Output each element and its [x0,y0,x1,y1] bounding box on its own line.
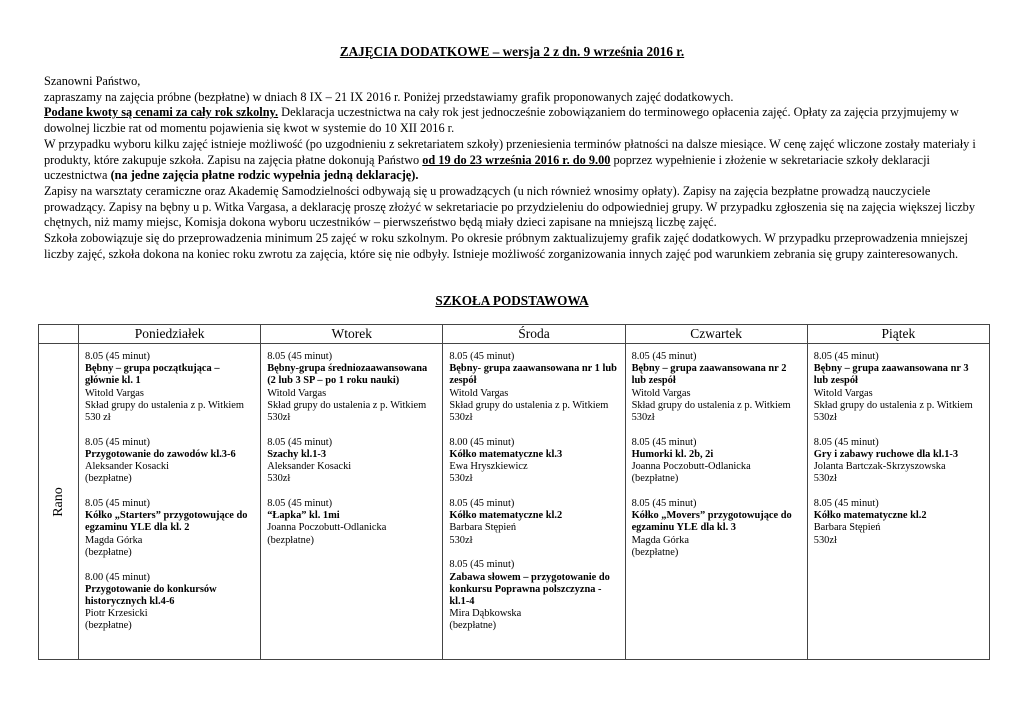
activity-price: 530zł [813,473,837,485]
day-cell [443,344,625,660]
activity-teacher: Magda Górka [631,534,689,546]
schedule-row-morning [39,344,990,660]
activity-price: (bezpłatne) [85,473,132,485]
activity-note: Skład grupy do ustalenia z p. Witkiem [267,399,427,411]
day-cell [79,344,261,660]
activity-name: Kółko „Starters” przygotowujące do egzaminu YLE dla kl. 2 [85,510,248,534]
day-header: Środa [443,325,625,344]
activity-price: (bezpłatne) [631,473,679,485]
activity-price: (bezpłatne) [449,620,497,632]
activity-time: 8.05 (45 minut) [813,436,879,448]
price-note: Podane kwoty są cenami za cały rok szkolny. [44,105,279,120]
activity-time: 8.05 (45 minut) [813,351,879,362]
schedule-table [38,324,990,660]
activity-name: Bębny-grupa średniozaawansowana (2 lub 3 SP – po 1 roku nauki) [267,363,428,387]
activity-teacher: Barbara Stępień [813,522,881,534]
activity-teacher: Aleksander Kosacki [267,461,352,473]
activity-time: 8.05 (45 minut) [267,351,333,362]
intro-line-2 [44,105,990,136]
activity-teacher: Aleksander Kosacki [85,461,169,473]
activity-entry [85,572,254,633]
activity-entry [814,437,983,486]
activity-entry [85,498,254,559]
activity-price: 530zł [267,473,291,485]
row-label: Rano [50,486,66,517]
activity-price: (bezpłatne) [85,620,132,632]
activity-time: 8.05 (45 minut) [267,498,333,510]
activity-name: Kółko matematyczne kl.3 [449,448,563,460]
activity-time: 8.05 (45 minut) [85,351,150,362]
intro-line-3-b: poprzez wypełnienie i złożenie w sekretariacie szkoły deklaracji uczestnictwa [44,152,930,183]
activity-price: 530zł [449,412,473,424]
activity-time: 8.05 (45 minut) [449,351,515,362]
activity-teacher: Witold Vargas [85,387,144,399]
activity-time: 8.05 (45 minut) [267,436,333,448]
day-header: Piątek [807,325,989,344]
activity-name: Przygotowanie do konkursów historycznych kl.4-6 [85,583,217,607]
row-label-cell [39,344,79,660]
day-header: Wtorek [261,325,443,344]
activity-entry [632,498,801,559]
activity-name: Bębny- grupa zaawansowana nr 1 lub zespół [449,363,617,387]
day-cell [807,344,989,660]
activity-entry [267,437,436,486]
activity-teacher: Witold Vargas [631,387,691,399]
activity-name: Humorki kl. 2b, 2i [631,448,714,460]
enrollment-dates: od 19 do 23 września 2016 r. do 9.00 [422,152,611,167]
activity-name: Zabawa słowem – przygotowanie do konkursu Poprawna polszczyzna - kl.1-4 [449,571,610,607]
activity-name: Kółko „Movers” przygotowujące do egzaminu YLE dla kl. 3 [631,510,792,534]
activity-note: Skład grupy do ustalenia z p. Witkiem [631,399,791,411]
activity-price: 530zł [449,473,473,485]
activity-entry [449,498,618,547]
activity-time: 8.00 (45 minut) [85,571,150,583]
activity-name: Bębny – grupa początkująca – głównie kl. 1 [85,363,220,387]
schedule-header-row [39,325,990,344]
activity-time: 8.05 (45 minut) [449,498,515,510]
day-cell [625,344,807,660]
activity-entry [814,498,983,547]
section-title: SZKOŁA PODSTAWOWA [435,293,589,308]
activity-price: 530zł [449,534,473,546]
corner-cell [39,325,79,344]
activity-price: (bezpłatne) [267,534,314,546]
activity-price: 530zł [813,412,837,424]
activity-name: Szachy kl.1-3 [267,448,327,460]
activity-time: 8.05 (45 minut) [85,436,150,448]
activity-entry [85,351,254,424]
document-title: ZAJĘCIA DODATKOWE – wersja 2 z dn. 9 września 2016 r. [339,44,685,59]
activity-teacher: Witold Vargas [267,387,327,399]
activity-teacher: Mira Dąbkowska [449,608,522,620]
day-header: Poniedziałek [79,325,261,344]
activity-time: 8.05 (45 minut) [813,498,879,510]
declaration-note: (na jedne zajęcia płatne rodzic wypełnia jedną deklarację). [110,168,419,183]
activity-time: 8.00 (45 minut) [449,436,515,448]
activity-note: Skład grupy do ustalenia z p. Witkiem [449,399,609,411]
activity-name: Gry i zabawy ruchowe dla kl.1-3 [813,448,959,460]
activity-time: 8.05 (45 minut) [449,559,515,571]
activity-entry [449,351,618,424]
intro-line-3-a: W przypadku wyboru kilku zajęć istnieje możliwość (po uzgodnieniu z sekretariatem szkoły) przeniesienia terminów płatności na dalsze miesiące. W cenę zajęć wliczone zostały materiały i produkty, które zakupuje szkoła. Zapisu na zajęcia płatne dokonują Państwo [44,136,976,167]
activity-time: 8.05 (45 minut) [631,436,697,448]
activity-entry [267,498,436,547]
activity-time: 8.05 (45 minut) [85,498,150,510]
activity-teacher: Ewa Hryszkiewicz [449,461,528,473]
intro-line-1: zapraszamy na zajęcia próbne (bezpłatne) w dniach 8 IX – 21 IX 2016 r. Poniżej przedstawiamy grafik proponowanych zajęć dodatkowych. [44,89,734,104]
activity-teacher: Joanna Poczobutt-Odlanicka [631,461,751,473]
activity-price: (bezpłatne) [85,546,132,558]
activity-entry [814,351,983,424]
activity-note: Skład grupy do ustalenia z p. Witkiem [813,399,973,411]
activity-price: (bezpłatne) [631,546,679,558]
activity-teacher: Witold Vargas [813,387,873,399]
activity-note: Skład grupy do ustalenia z p. Witkiem [85,399,244,411]
activity-price: 530 zł [85,412,111,424]
activity-time: 8.05 (45 minut) [631,351,697,362]
activity-teacher: Barbara Stępień [449,522,517,534]
activity-entry [267,351,436,424]
activity-time: 8.05 (45 minut) [631,498,697,510]
activity-price: 530zł [631,412,655,424]
activity-teacher: Magda Górka [85,534,143,546]
intro-text [44,74,990,262]
day-header: Czwartek [625,325,807,344]
activity-name: Bębny – grupa zaawansowana nr 3 lub zespół [813,363,969,387]
day-cell [261,344,443,660]
activity-teacher: Piotr Krzesicki [85,608,148,620]
greeting: Szanowni Państwo, [44,74,141,88]
intro-line-2-rest: Deklaracja uczestnictwa na cały rok jest jednocześnie zobowiązaniem do terminowego opłacenia zajęć. Opłaty za zajęcia przyjmujemy w dowolnej liczbie rat od momentu pojawienia się kwot w systemie do 10 XII 2016 r. [44,105,959,136]
activity-entry [85,437,254,486]
activity-name: Bębny – grupa zaawansowana nr 2 lub zespół [631,363,787,387]
intro-line-3 [44,137,990,184]
activity-teacher: Witold Vargas [449,387,509,399]
activity-teacher: Jolanta Bartczak-Skrzyszowska [813,461,946,473]
activity-entry [449,559,618,632]
activity-price: 530zł [813,534,837,546]
activity-teacher: Joanna Poczobutt-Odlanicka [267,522,387,534]
activity-name: Kółko matematyczne kl.2 [813,510,927,522]
intro-line-5: Szkoła zobowiązuje się do przeprowadzenia minimum 25 zajęć w roku szkolnym. Po okresie próbnym zaktualizujemy grafik zajęć dodatkowych. W przypadku przeprowadzenia mniejszej liczby zajęć, szkoła dokona na koniec roku zwrotu za zajęcia, które się nie odbyły. Istnieje możliwość zorganizowania innych zajęć pod warunkiem zebrania się grupy zainteresowanych. [44,231,968,261]
activity-entry [632,437,801,486]
activity-name: “Łapka” kl. 1mi [267,510,340,522]
activity-price: 530zł [267,412,291,424]
intro-line-4: Zapisy na warsztaty ceramiczne oraz Akademię Samodzielności odbywają się u prowadzących (u nich również wnosimy opłaty). Zapisy na zajęcia bezpłatne prowadzą nauczyciele prowadzący. Zapisy na bębny u p. Witka Vargasa, a deklarację proszę złożyć w sekretariacie po przydzieleniu do odpowiedniej grupy. W przypadku zgłoszenia się na zajęcia większej liczby chętnych, niż mamy miejsc, Komisja dokona wyboru uczestników – pierwszeństwo będą miały dzieci zapisane na mniejszą liczbę zajęć. [44,183,975,230]
activity-entry [449,437,618,486]
activity-entry [632,351,801,424]
activity-name: Kółko matematyczne kl.2 [449,510,563,522]
activity-name: Przygotowanie do zawodów kl.3-6 [85,448,236,460]
